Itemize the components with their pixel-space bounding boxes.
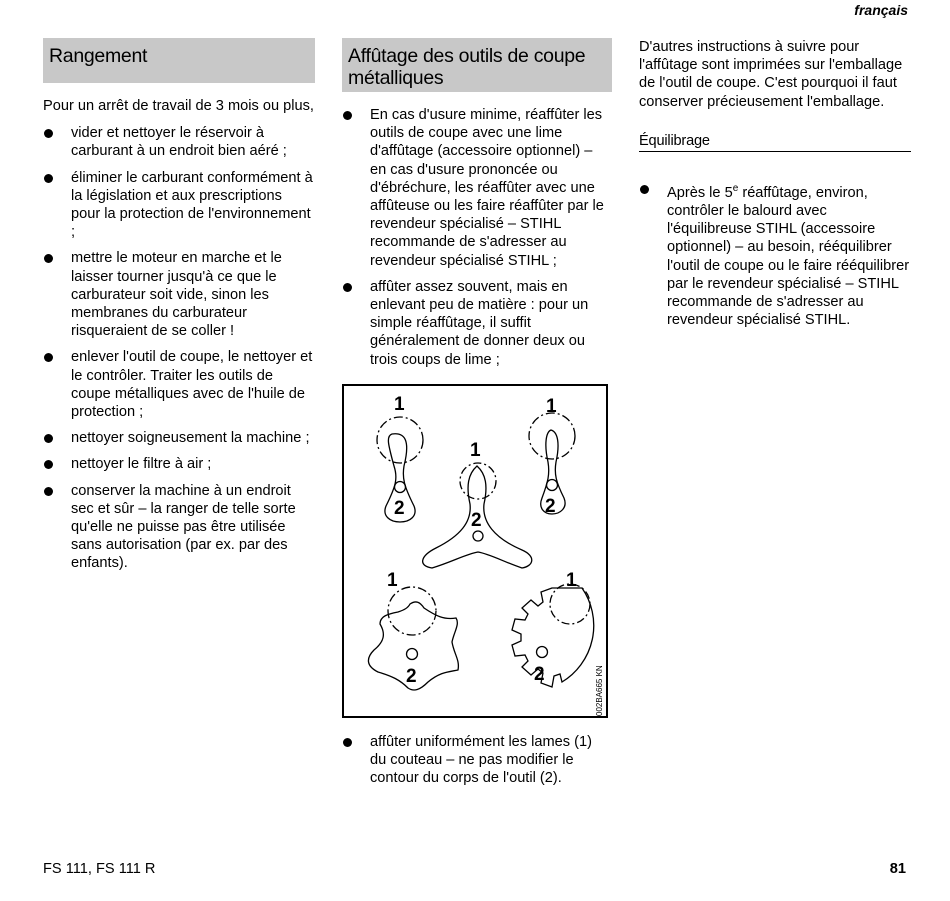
tool-hole	[407, 648, 418, 659]
tool-hole	[473, 531, 483, 541]
bullet-icon	[343, 283, 352, 292]
figure-label-2: 2	[471, 509, 482, 531]
bullet-icon	[44, 254, 53, 263]
list-item: enlever l'outil de coupe, le nettoyer et le contrôler. Traiter les outils de coupe métalliques avec de l'huile de protection ;	[43, 348, 315, 421]
figure-label-1: 1	[387, 569, 398, 591]
figure-label-2: 2	[406, 665, 417, 687]
blade-marker	[377, 417, 423, 463]
bullet-icon	[343, 111, 352, 120]
sharpening-list-after	[342, 733, 612, 788]
figure-label-1: 1	[546, 395, 557, 417]
blade-marker	[460, 463, 496, 499]
section-title-storage: Rangement	[43, 38, 315, 83]
bullet-icon	[44, 434, 53, 443]
figure-label-2: 2	[534, 663, 545, 685]
bullet-icon	[640, 185, 649, 194]
bullet-icon	[44, 353, 53, 362]
bullet-icon	[44, 487, 53, 496]
list-item: affûter assez souvent, mais en enlevant peu de matière : pour un simple réaffûtage, il suffit généralement de donner deux ou trois coups de lime ;	[342, 278, 612, 369]
footer-model: FS 111, FS 111 R	[43, 861, 156, 877]
bullet-icon	[44, 460, 53, 469]
bullet-icon	[44, 174, 53, 183]
figure-label-1: 1	[566, 569, 577, 591]
column-sharpening	[342, 38, 612, 795]
column-balancing	[639, 38, 911, 338]
figure-label-2: 2	[394, 497, 405, 519]
figure-label-1: 1	[470, 439, 481, 461]
list-item: Après le 5e réaffûtage, environ, contrôler le balourd avec l'équilibreuse STIHL (accessoire optionnel) – au besoin, rééquilibrer l'outil de coupe ou le faire rééquilibrer par le revendeur spécialisé – STIHL recommande de s'adresser au revendeur spécialisé STIHL.	[639, 180, 911, 329]
list-item: mettre le moteur en marche et le laisser tourner jusqu'à ce que le carburateur soit vide, sinon les membranes du carburateur risqueraient de se coller !	[43, 249, 315, 340]
list-item: nettoyer le filtre à air ;	[43, 455, 315, 473]
cutting-tools-illustration	[344, 386, 606, 716]
storage-intro: Pour un arrêt de travail de 3 mois ou plus,	[43, 98, 314, 114]
storage-list	[43, 124, 315, 572]
list-item: nettoyer soigneusement la machine ;	[43, 429, 315, 447]
balancing-list	[639, 180, 911, 329]
list-item: vider et nettoyer le réservoir à carburant à un endroit bien aéré ;	[43, 124, 315, 160]
column-storage	[43, 38, 315, 581]
list-item: affûter uniformément les lames (1) du couteau – ne pas modifier le contour du corps de l'outil (2).	[342, 733, 612, 788]
page-number: 81	[889, 861, 906, 877]
section-title-sharpening: Affûtage des outils de coupe métalliques	[342, 38, 612, 92]
bullet-icon	[44, 129, 53, 138]
tool-hole	[547, 479, 558, 490]
cutting-tools-figure	[342, 384, 608, 718]
blade-marker	[529, 413, 575, 459]
list-item: conserver la machine à un endroit sec et sûr – la ranger de telle sorte qu'elle ne puisse pas être utilisée sans autorisation (par ex. par des enfants).	[43, 482, 315, 573]
section-title-balancing: Équilibrage	[639, 132, 911, 152]
figure-label-1: 1	[394, 393, 405, 415]
figure-code: 002BA665 KN	[595, 665, 604, 716]
language-label: français	[854, 2, 908, 18]
tool-hole	[395, 481, 406, 492]
list-item: En cas d'usure minime, réaffûter les outils de coupe avec une lime d'affûtage (accessoire optionnel) – en cas d'usure prononcée ou d'ébréchure, les réaffûter avec une affûteuse ou les faire réaffûter par le revendeur spécialisé – STIHL recommande de s'adresser au revendeur spécialisé STIHL ;	[342, 106, 612, 270]
figure-label-2: 2	[545, 495, 556, 517]
sharpening-list	[342, 106, 612, 369]
tool-hole	[537, 646, 548, 657]
sharpening-instructions-note: D'autres instructions à suivre pour l'affûtage sont imprimées sur l'emballage de l'outil de coupe. C'est pourquoi il faut conserver précieusement l'emballage.	[639, 39, 903, 110]
saw-blade-tool	[512, 588, 594, 687]
bullet-icon	[343, 738, 352, 747]
list-item: éliminer le carburant conformément à la législation et aux prescriptions pour la protection de l'environnement ;	[43, 169, 315, 242]
